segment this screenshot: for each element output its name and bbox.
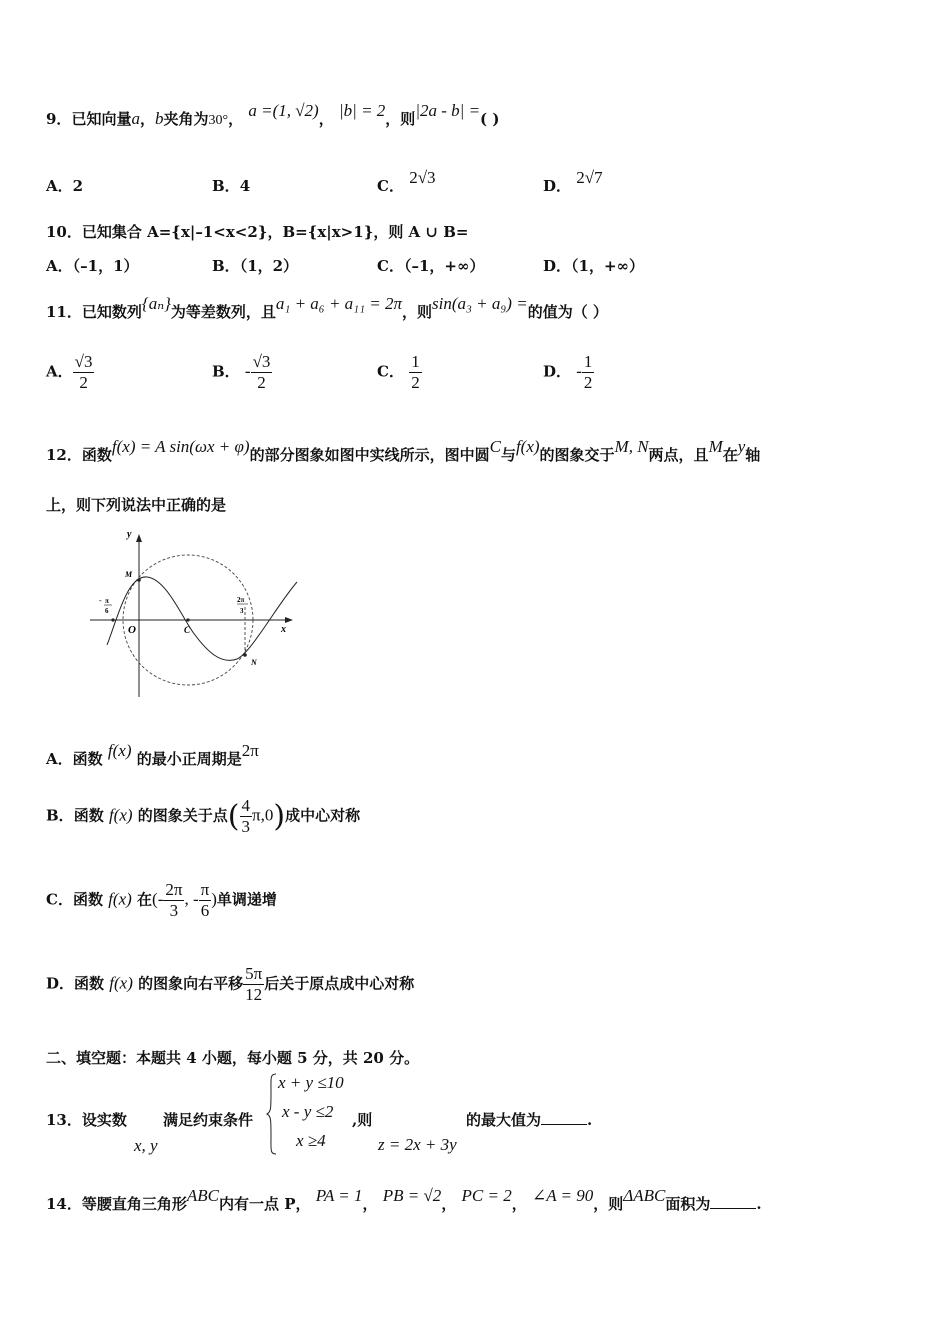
q13-text-3: ,则 — [352, 1111, 373, 1129]
q11-option-d-fraction — [582, 352, 595, 393]
q9-paren: ( ) — [480, 110, 500, 128]
q12-option-a-value: 2π — [241, 741, 259, 760]
q13-text-4-label: 的最大值为 — [466, 1111, 542, 1129]
question-10: 10．已知集合 A={x|–1<x<2}，B={x|x>1}，则 A ∪ B= — [46, 223, 469, 241]
q12-option-d-fraction — [243, 964, 264, 1005]
q10-option-a-value: （–1，1） — [72, 257, 139, 275]
q9-text-2: 夹角为 — [163, 110, 209, 128]
question-12 — [46, 437, 761, 465]
q9-vector-a: a — [131, 109, 140, 128]
point-n — [243, 653, 247, 657]
q12-option-c-fraction-1 — [163, 880, 184, 921]
q10-option-b — [212, 255, 298, 276]
neg-sign-label: - — [99, 596, 102, 605]
q11-sequence: {aₙ} — [141, 294, 171, 313]
q11-option-c-label: C． — [377, 362, 404, 381]
q12-option-a — [46, 741, 259, 769]
q12-option-a-label: A． — [46, 750, 73, 768]
neg-pi-label: π — [105, 597, 109, 605]
q12-option-c-den-2: 6 — [200, 901, 210, 920]
question-9 — [46, 101, 500, 129]
question-11 — [46, 294, 608, 322]
q14-answer-blank[interactable] — [710, 1196, 756, 1209]
q14-text-1: 等腰直角三角形 — [81, 1195, 187, 1213]
q12-option-b-rest: π,0 — [252, 805, 274, 825]
q11-option-b — [212, 352, 272, 393]
q12-option-c-text-3: 单调递增 — [216, 890, 277, 909]
q11-text-4: 的值为（ ） — [527, 303, 608, 321]
q12-option-b-text-1: 函数 — [73, 806, 104, 825]
q14-pc: PC = 2 — [461, 1186, 512, 1205]
q9-expression: |2a - b| = — [415, 101, 481, 120]
q9-comma: ， — [139, 110, 155, 128]
q9-option-a — [46, 175, 83, 196]
question-13 — [46, 1109, 127, 1130]
q12-option-d-den: 12 — [245, 985, 263, 1004]
q11-option-c — [377, 352, 422, 393]
q12-option-d-fx: f(x) — [109, 973, 133, 993]
q11-option-a — [46, 352, 94, 393]
q12-option-c-text-2: 在 — [137, 890, 153, 909]
q11-text-3: ，则 — [401, 303, 432, 321]
q12-option-c — [46, 880, 277, 921]
q14-text-2: 内有一点 P， — [219, 1195, 311, 1213]
q14-pa: PA = 1 — [315, 1186, 363, 1205]
q11-option-a-fraction — [73, 352, 95, 393]
q12-option-b-rparen: ) — [273, 799, 286, 834]
q9-comma-2: ， — [228, 110, 244, 128]
q12-text-2: 的部分图象如图中实线所示，图中圆 — [249, 446, 490, 464]
q13-constraint-1: x + y ≤10 — [278, 1073, 344, 1092]
x-label: x — [281, 624, 286, 635]
q13-text-4 — [466, 1109, 592, 1130]
q12-option-b-den: 3 — [241, 817, 250, 836]
q11-option-b-label: B． — [212, 362, 240, 381]
q9-option-d-label: D． — [543, 177, 572, 195]
q11-option-c-den: 2 — [411, 373, 420, 392]
q12-function: f(x) = A sin(ωx + φ) — [111, 437, 250, 456]
q9-option-d-value: 2√7 — [576, 168, 603, 187]
n-label: N — [251, 658, 257, 667]
q12-y-axis: y — [737, 437, 746, 456]
q12-option-c-label: C． — [46, 890, 73, 909]
q12-text-6: 在 — [722, 446, 738, 464]
section-2-heading: 二、填空题：本题共 4 小题，每小题 5 分，共 20 分。 — [46, 1049, 420, 1067]
q10-option-b-label: B． — [212, 257, 240, 275]
q14-triangle: ABC — [186, 1186, 219, 1205]
q12-option-d-label: D． — [46, 974, 75, 993]
q12-text-4: 的图象交于 — [539, 446, 615, 464]
q9-option-b-label: B． — [212, 177, 240, 195]
y-label: y — [127, 529, 132, 540]
q13-end: . — [587, 1111, 593, 1129]
q12-option-d — [46, 964, 414, 1005]
q14-text-4: 面积为 — [665, 1195, 711, 1213]
q12-option-a-text-2: 的最小正周期是 — [136, 750, 242, 768]
q11-expression: sin(a₃ + a₉) = — [432, 294, 528, 313]
q12-option-b-lparen: ( — [227, 799, 240, 834]
q9-vector-b: b — [154, 109, 164, 128]
q9-option-b-value: 4 — [239, 177, 251, 195]
q12-option-c-num-1: 2π — [165, 880, 183, 899]
q12-option-c-fraction-2 — [199, 880, 212, 921]
q12-text-3: 与 — [500, 446, 516, 464]
q12-option-c-fx: f(x) — [108, 889, 132, 909]
q11-option-a-label: A． — [46, 362, 73, 381]
q11-option-d-sign: - — [576, 361, 582, 381]
q10-option-d — [543, 255, 644, 276]
q12-option-a-text-1: 函数 — [72, 750, 103, 768]
q10-option-c-value: （–1，+∞） — [403, 257, 485, 275]
q12-option-c-open: (- — [152, 889, 164, 909]
q11-option-d — [543, 352, 594, 393]
two-pi-label: 2π — [237, 596, 245, 604]
c-label: C — [184, 625, 191, 635]
q11-number: 11． — [46, 303, 82, 321]
point-c — [186, 618, 189, 621]
y-axis-arrow — [136, 534, 142, 542]
q12-option-b — [46, 796, 360, 837]
q11-text-2: 为等差数列，且 — [170, 303, 276, 321]
q12-option-b-text-2: 的图象关于点 — [137, 806, 228, 825]
sine-curve — [107, 577, 297, 660]
three-label: 3 — [240, 607, 244, 615]
q9-option-b — [212, 175, 250, 196]
q12-option-c-close: ) — [211, 889, 217, 909]
q12-option-c-mid: , - — [184, 889, 199, 909]
q12-circle-c: C — [489, 437, 501, 456]
neg-six-label: 6 — [105, 607, 109, 615]
q11-text-1: 已知数列 — [81, 303, 142, 321]
q9-b-norm: |b| = 2 — [338, 101, 386, 120]
q13-constraint-3: x ≥4 — [296, 1131, 326, 1150]
q12-option-c-den-1: 3 — [169, 901, 179, 920]
q12-fx: f(x) — [515, 437, 540, 456]
q13-constraint-2: x - y ≤2 — [282, 1102, 334, 1121]
q12-option-b-label: B． — [46, 806, 74, 825]
q12-graph — [85, 525, 305, 705]
q10-option-a — [46, 255, 139, 276]
q9-number: 9． — [46, 110, 72, 128]
q12-option-d-text-3: 后关于原点成中心对称 — [264, 974, 415, 993]
q12-option-b-text-3: 成中心对称 — [285, 806, 361, 825]
q12-option-c-num-2: π — [200, 880, 210, 899]
q10-option-c-label: C． — [377, 257, 404, 275]
q9-option-a-value: 2 — [72, 177, 84, 195]
q12-text-7: 轴 — [745, 446, 761, 464]
q12-option-c-text-1: 函数 — [72, 890, 103, 909]
q9-comma-3: ， — [318, 110, 334, 128]
q13-answer-blank[interactable] — [541, 1112, 587, 1125]
q11-option-b-num: √3 — [252, 352, 271, 371]
q13-xy: x, y — [134, 1136, 158, 1155]
q11-option-b-sign: - — [244, 361, 251, 381]
q11-condition: a₁ + a₆ + a₁₁ = 2π — [275, 294, 402, 313]
q14-text-3: ，则 — [593, 1195, 624, 1213]
q9-option-c-label: C． — [377, 177, 404, 195]
q12-line-2: 上，则下列说法中正确的是 — [46, 496, 227, 514]
q12-number: 12． — [46, 446, 82, 464]
q13-brace — [266, 1072, 278, 1156]
q11-option-c-num: 1 — [411, 352, 420, 371]
q11-option-b-den: 2 — [257, 373, 266, 392]
q9-text-3: ，则 — [385, 110, 416, 128]
q14-number: 14． — [46, 1195, 82, 1213]
q10-option-c — [377, 255, 484, 276]
q9-option-d — [543, 168, 603, 196]
q13-text-2: 满足约束条件 — [163, 1111, 254, 1129]
q13-objective: z = 2x + 3y — [378, 1135, 457, 1154]
q12-option-d-text-2: 的图象向右平移 — [138, 974, 244, 993]
q12-point-m: M — [708, 437, 723, 456]
q11-option-a-den: 2 — [79, 373, 88, 392]
q12-option-a-fx: f(x) — [107, 741, 132, 760]
q9-angle: 30° — [208, 113, 229, 128]
q11-option-d-den: 2 — [583, 373, 593, 392]
q13-number: 13． — [46, 1111, 82, 1129]
q14-end: . — [756, 1195, 762, 1213]
q10-option-d-value: （1，+∞） — [571, 257, 645, 275]
q14-angle: ∠A = 90 — [531, 1186, 594, 1205]
origin-label: O — [128, 624, 136, 636]
q12-option-b-fx: f(x) — [108, 805, 133, 825]
point-m — [137, 578, 141, 582]
q11-option-d-num: 1 — [583, 352, 593, 371]
q12-text-1: 函数 — [81, 446, 112, 464]
q11-option-c-fraction — [409, 352, 422, 393]
question-14: 14．等腰直角三角形ABC内有一点 P， PA = 1， PB = √2， PC = 2， ∠A = 90，则ΔABC面积为 . — [46, 1186, 762, 1213]
q14-pb: PB = √2 — [382, 1186, 442, 1205]
q12-text-5: 两点，且 — [648, 446, 709, 464]
q12-option-b-num: 4 — [241, 796, 250, 815]
q10-option-b-value: （1，2） — [239, 257, 299, 275]
q9-vector-a-value: a =(1, √2) — [248, 101, 319, 120]
q9-option-a-label: A． — [46, 177, 73, 195]
q14-triangle-delta: ΔABC — [623, 1186, 666, 1205]
q11-option-d-label: D． — [543, 362, 572, 381]
x-axis-arrow — [285, 617, 293, 623]
q12-option-d-num: 5π — [245, 964, 263, 983]
q9-text-1: 已知向量 — [71, 110, 132, 128]
q12-points-mn: M, N — [614, 437, 649, 456]
q11-option-a-num: √3 — [74, 352, 93, 371]
point-neg-pi-sixth — [111, 618, 114, 621]
q12-option-b-fraction — [240, 796, 253, 837]
m-label: M — [125, 570, 133, 579]
q13-text-1: 设实数 — [81, 1111, 127, 1129]
q10-option-a-label: A． — [46, 257, 73, 275]
q10-option-d-label: D． — [543, 257, 572, 275]
q9-option-c — [377, 168, 436, 196]
q12-option-d-text-1: 函数 — [74, 974, 105, 993]
q9-option-c-value: 2√3 — [409, 168, 436, 187]
q11-option-b-fraction — [251, 352, 273, 393]
